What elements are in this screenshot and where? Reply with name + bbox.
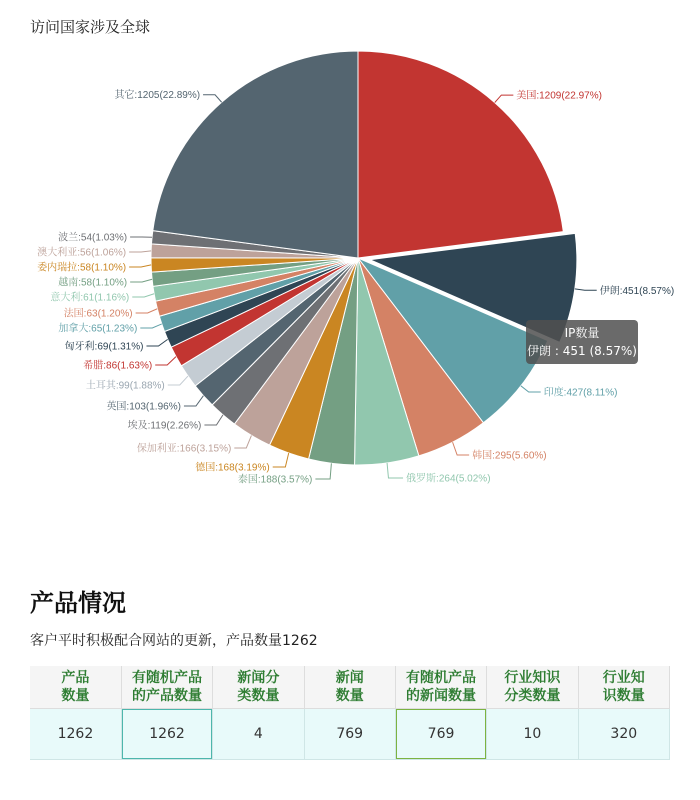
label-line-6: [273, 453, 289, 467]
pie-label-0: 美国:1209(22.97%): [516, 90, 602, 102]
label-line-9: [184, 396, 203, 406]
cell-knowledge-category-count: 10: [487, 709, 578, 760]
label-line-1: [575, 289, 597, 290]
pie-label-7: 保加利亚:166(3.15%): [136, 443, 232, 455]
label-line-11: [155, 357, 176, 365]
pie-label-6: 德国:168(3.19%): [195, 462, 270, 474]
cell-news-category-count: 4: [213, 709, 304, 760]
pie-label-11: 希腊:86(1.63%): [83, 360, 153, 372]
label-line-4: [387, 463, 403, 478]
header-random-product-count: 有随机产品 的产品数量: [121, 666, 212, 709]
label-line-7: [234, 435, 251, 448]
label-line-12: [146, 339, 167, 346]
header-knowledge-category-count: 行业知识 分类数量: [487, 666, 578, 709]
pie-label-15: 意大利:61(1.16%): [50, 292, 130, 304]
pie-label-5: 泰国:188(3.57%): [237, 474, 313, 486]
section-description: 客户平时积极配合网站的更新，产品数量1262: [30, 633, 318, 649]
pie-label-13: 加拿大:65(1.23%): [58, 323, 138, 335]
label-line-3: [453, 442, 470, 455]
pie-label-10: 土耳其:99(1.88%): [85, 380, 165, 392]
pie-label-18: 澳大利亚:56(1.06%): [37, 247, 127, 259]
tooltip-value: 伊朗 : 451 (8.57%): [527, 344, 637, 358]
table-header-row: [30, 666, 670, 709]
label-line-0: [495, 95, 514, 103]
cell-product-count: 1262: [30, 709, 121, 760]
pie-slice-0[interactable]: [358, 51, 563, 258]
cell-random-product-count: 1262: [121, 709, 212, 760]
label-line-13: [140, 324, 161, 328]
chart-title: 访问国家涉及全球: [30, 18, 151, 36]
pie-slices: [151, 51, 577, 465]
pie-label-17: 委内瑞拉:58(1.10%): [37, 262, 127, 274]
pie-label-20: 其它:1205(22.89%): [114, 90, 201, 102]
label-line-16: [130, 279, 152, 282]
pie-label-3: 韩国:295(5.60%): [472, 450, 547, 462]
header-knowledge-count: 行业知 识数量: [578, 666, 669, 709]
header-product-count: 产品 数量: [30, 666, 121, 709]
label-line-14: [136, 309, 158, 313]
pie-label-8: 埃及:119(2.26%): [127, 420, 202, 432]
tooltip-title: IP数量: [564, 326, 600, 340]
header-news-category-count: 新闻分 类数量: [213, 666, 304, 709]
label-line-5: [315, 463, 331, 479]
label-line-18: [129, 251, 151, 252]
pie-label-1: 伊朗:451(8.57%): [599, 285, 675, 297]
cell-knowledge-count: 320: [578, 709, 669, 760]
cell-news-count: 769: [304, 709, 395, 760]
section-title: 产品情况: [30, 589, 126, 617]
pie-tooltip: [526, 320, 638, 364]
pie-label-19: 波兰:54(1.03%): [58, 232, 128, 244]
label-line-20: [203, 95, 222, 103]
label-line-8: [204, 415, 223, 425]
pie-label-12: 匈牙利:69(1.31%): [64, 341, 144, 353]
pie-slice-20[interactable]: [153, 51, 358, 258]
table-row: [30, 709, 670, 760]
pie-label-4: 俄罗斯:264(5.02%): [406, 473, 491, 485]
product-stats-table: [30, 666, 670, 760]
pie-label-2: 印度:427(8.11%): [543, 387, 618, 399]
pie-label-16: 越南:58(1.10%): [58, 277, 128, 289]
pie-label-9: 英国:103(1.96%): [106, 401, 181, 413]
label-line-17: [129, 265, 151, 267]
header-random-news-count: 有随机产品 的新闻数量: [395, 666, 486, 709]
label-line-10: [168, 376, 188, 385]
label-line-2: [521, 386, 541, 392]
label-line-15: [132, 294, 154, 297]
pie-label-14: 法国:63(1.20%): [63, 308, 133, 320]
header-news-count: 新闻 数量: [304, 666, 395, 709]
cell-random-news-count: 769: [395, 709, 486, 760]
